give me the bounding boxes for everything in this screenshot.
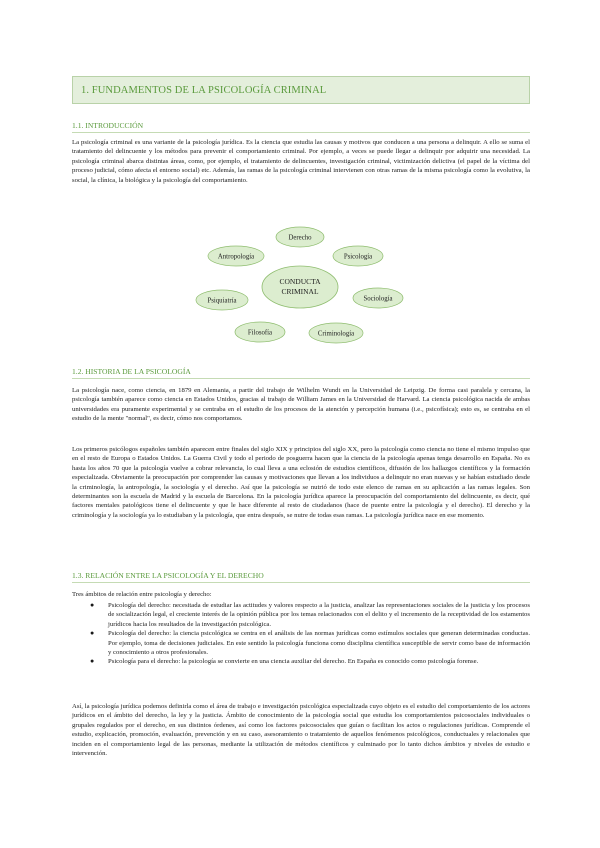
list-intro: Tres ámbitos de relación entre psicología y derecho:: [72, 591, 212, 598]
bullet-icon: ●: [90, 601, 95, 609]
diagram-node-antropologia: Antropología: [217, 253, 255, 261]
diagram-node-psiquiatria: Psiquiatría: [207, 297, 237, 305]
list-item: ● Psicología para el derecho: la psicología se convierte en una ciencia auxiliar del derecho. En España es conocido como psicología forense.: [90, 657, 479, 666]
diagram-center-label-1: CONDUCTA: [279, 277, 321, 286]
paragraph-historia-1: La psicología nace, como ciencia, en 1879 en Alemania, a partir del trabajo de Wilhelm Wundt en la Universidad de Leipzig. De forma casi paralela y cercana, la psicología también aparece como ciencia en Estados Unidos, gracias al trabajo de William James en la Universidad de Harvard. La ciencia psicológica nacida de ambas universidades era puramente experimental y se centraba en el estudio de los procesos de la atención y percepción humana (i.e., psicofísica); esto es, se centraba en el estudio de la mente "normal", es decir, cómo nos comportamos.: [72, 387, 530, 423]
paragraph-historia-2: Los primeros psicólogos españoles también aparecen entre finales del siglo XIX y principios del siglo XX, pero la psicología como ciencia no tiene el mismo impulso que en el resto de Europa o Estados Unidos. La Guerra Civil y todo el periodo de posguerra hacen que la ciencia de la psicología apenas tenga desarrollo en España. No es hasta los años 70 que la psicología vuelve a cobrar relevancia, lo cual lleva a una eclosión de estudios científicos, difusión de los hallazgos científicos y la formación especializada. Obviamente la preocupación por comprender las causas y motivaciones que llevan a los individuos a delinquir no eran nuevas y se habían estudiado desde la criminología, la antropología, la sociología y el derecho. Así que la psicología se nutrió de todo este elenco de ramas en su aplicación a las ramas legales. Son determinantes son la escuela de Madrid y la escuela de Barcelona. En la psicología jurídica aparece la preocupación del comportamiento del delincuente, es decir, qué factores mentales patológicos tiene el delincuente y que le hace diferente al resto de ciudadanos (hace de puente entre la psicología y el derecho). El derecho y la criminología y la sociología ya lo estudiaban y la psicología, que entra después, se nutre de todas esas ramas. La psicología jurídica nace en ese momento.: [72, 446, 530, 519]
bullet-icon: ●: [90, 657, 95, 666]
diagram-node-psicologia: Psicología: [343, 253, 373, 261]
paragraph-introduccion: La psicología criminal es una variante de la psicología jurídica. Es la ciencia que estudia las causas y motivos que conducen a una persona a delinquir. A ello se suma el tratamiento del delincuente y los métodos para prevenir el comportamiento criminal. Por ejemplo, a veces se puede llegar a delinquir por adquirir una necesidad. La psicología criminal abarca distintas áreas, como, por ejemplo, el tratamiento de delincuentes, investigación criminal, victimización delictiva (el papel de la víctima del proceso judicial, cómo afecta el entorno social) etc. Además, las ramas de la psicología criminal intervienen con otras ramas de la misma psicología como la evolutiva, la social, la clínica, la biológica y la psicología del comportamiento.: [72, 139, 530, 184]
concept-diagram: [190, 226, 410, 348]
diagram-node-derecho: Derecho: [288, 234, 312, 242]
diagram-node-criminologia: Criminología: [317, 330, 355, 338]
list-item: ● Psicología del derecho: necesitada de estudiar las actitudes y valores respecto a la justicia, analizar las representaciones sociales de la justicia y los procesos de socialización legal, el creciente interés de la opinión pública por los temas relacionados con el delito y el incremento de la receptividad de los estamentos jurídicos hacia los resultados de la investigación psicológica.: [90, 601, 530, 628]
section-heading-historia: 1.2. HISTORIA DE LA PSICOLOGÍA: [72, 367, 530, 379]
chapter-title: 1. FUNDAMENTOS DE LA PSICOLOGÍA CRIMINAL: [72, 76, 530, 104]
diagram-center-label-2: CRIMINAL: [281, 287, 319, 296]
list-item: ● Psicología del derecho: la ciencia psicológica se centra en el análisis de las normas jurídicas como estímulos sociales que generan determinadas conductas. Por ejemplo, toma de decisiones judiciales. En este sentido la psicología funciona como disciplina científica susceptible de servir como base de información y conocimiento a otros profesionales.: [90, 629, 530, 657]
bullet-icon: ●: [90, 629, 95, 638]
section-heading-relacion: 1.3. RELACIÓN ENTRE LA PSICOLOGÍA Y EL DERECHO: [72, 571, 530, 583]
diagram-node-filosofia: Filosofía: [247, 329, 273, 337]
section-heading-introduccion: 1.1. INTRODUCCIÓN: [72, 121, 530, 133]
ambitos-list: [72, 601, 530, 667]
paragraph-closing: Así, la psicología jurídica podemos definirla como el área de trabajo e investigación psicológica especializada cuyo objeto es el estudio del comportamiento de los actores jurídicos en el ámbito del derecho, la ley y la justicia. Ámbito de conocimiento de la psicología social que estudia los comportamientos psicosociales individuales o grupales regulados por el derecho, en sus distintos órdenes, así como los factores psicosociales que guían o facilitan los actos o regulaciones jurídicas. Comprende el estudio, explicación, promoción, evaluación, prevención y en su caso, asesoramiento o tratamiento de aquellos fenómenos psicológicos, conductuales y relacionales que inciden en el comportamiento legal de las personas, mediante la utilización de métodos científicos y culminado por lo tanto dichos ámbitos y niveles de estudio e intervención.: [72, 703, 530, 758]
diagram-node-sociologia: Sociología: [363, 295, 393, 303]
